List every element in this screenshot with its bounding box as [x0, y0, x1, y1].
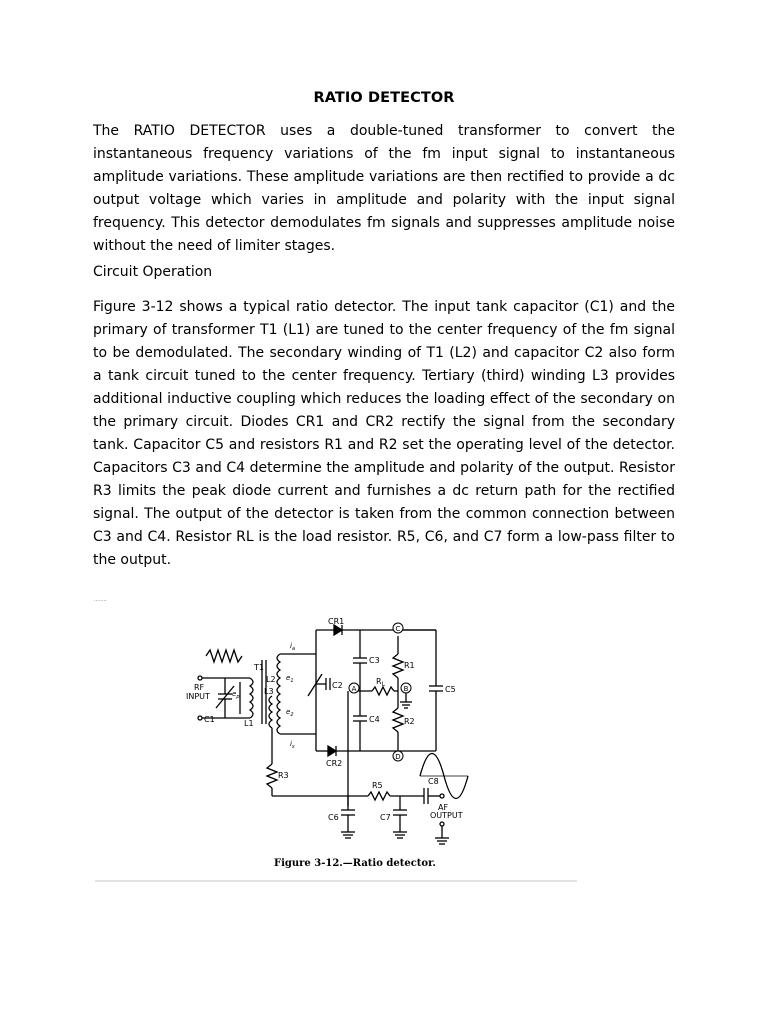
ratio-detector-schematic	[90, 596, 590, 896]
c4-label: C4	[369, 715, 380, 724]
figure-scan-mark: ········	[94, 598, 107, 604]
r3-label: R3	[278, 771, 289, 780]
l3-label: L3	[264, 687, 274, 696]
t1-label: T1	[254, 663, 264, 672]
l2-label: L2	[266, 675, 276, 684]
section-subheading: Circuit Operation	[93, 264, 213, 280]
c2-label: C2	[332, 681, 343, 690]
c7-label: C7	[380, 813, 391, 822]
scan-artifact-line	[95, 880, 577, 882]
c8-label: C8	[428, 777, 439, 786]
cr1-label: CR1	[328, 617, 345, 626]
cr2-label: CR2	[326, 759, 343, 768]
input-label: INPUT	[186, 692, 210, 701]
intro-paragraph: The RATIO DETECTOR uses a double-tuned transformer to convert the instantaneous frequency variations of the fm input signal to instantaneous amplitude variations. These amplitude variations are then rectified to provide a dc output voltage which varies in amplitude and polarity with the input signal frequency. This detector demodulates fm signals and suppresses amplitude noise without the need of limiter stages.	[93, 123, 675, 254]
af-label: AF	[438, 803, 449, 812]
ep-label: $e_p$	[232, 690, 240, 700]
figure-caption: Figure 3-12.—Ratio detector.	[274, 858, 436, 869]
r1-label: R1	[404, 661, 415, 670]
c3-label: C3	[369, 656, 380, 665]
ia-label: $i_a$	[290, 642, 296, 652]
node-d-label: D	[395, 753, 401, 761]
is-label: $i_s$	[290, 740, 295, 750]
c6-label: C6	[328, 813, 339, 822]
node-b-label: B	[403, 685, 409, 693]
node-c-label: C	[395, 625, 401, 633]
body-paragraph: Figure 3-12 shows a typical ratio detector. The input tank capacitor (C1) and the primary of transformer T1 (L1) are tuned to the center frequency of the fm signal to be demodulated. The secondary winding of T1 (L2) and capacitor C2 also form a tank circuit tuned to the center frequency. Tertiary (third) winding L3 provides additional inductive coupling which reduces the loading effect of the secondary on the primary circuit. Diodes CR1 and CR2 rectify the signal from the secondary tank. Capacitor C5 and resistors R1 and R2 set the operating level of the detector. Capacitors C3 and C4 determine the amplitude and polarity of the output. Resistor R3 limits the peak diode current and furnishes a dc return path for the rectified signal. The output of the detector is taken from the common connection between C3 and C4. Resistor RL is the load resistor. R5, C6, and C7 form a low-pass filter to the output.	[93, 299, 675, 568]
rf-label: RF	[194, 683, 205, 692]
e2-label: $e_2$	[286, 708, 294, 718]
document-title: RATIO DETECTOR	[313, 90, 455, 106]
l1-label: L1	[244, 719, 254, 728]
r5-label: R5	[372, 781, 383, 790]
e1-label: $e_1$	[286, 674, 294, 684]
output-label: OUTPUT	[430, 811, 463, 820]
c1-label: C1	[204, 715, 215, 724]
c5-label: C5	[445, 685, 456, 694]
rl-label: $R_L$	[376, 677, 385, 688]
node-a-label: A	[351, 685, 357, 693]
r2-label: R2	[404, 717, 415, 726]
